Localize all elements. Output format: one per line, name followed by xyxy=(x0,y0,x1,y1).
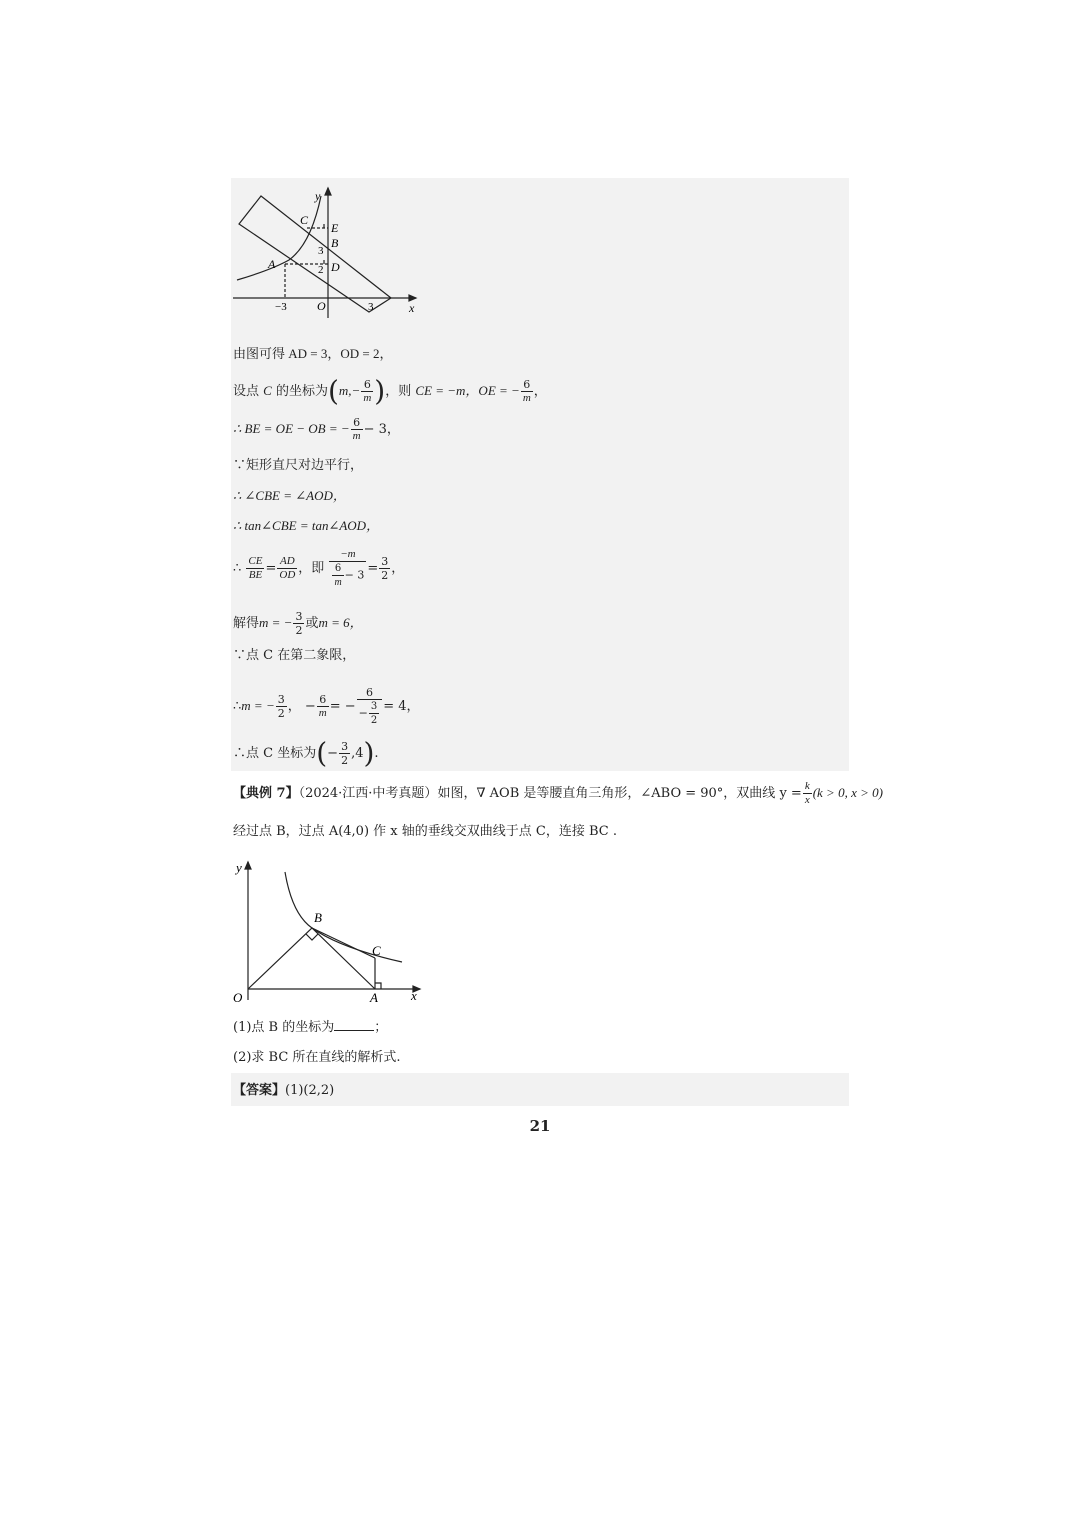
figure-rectangle-ruler-hyperbola xyxy=(231,182,431,322)
example-line-2: 经过点 B，过点 A(4,0) 作 x 轴的垂线交双曲线于点 C，连接 BC . xyxy=(233,824,617,839)
figure-isosceles-right-triangle xyxy=(230,852,430,1012)
solution-line-7: ∴ $\frac{CE}{BE}$ = $\frac{AD}{OD}$ ，即 −m $\frac{6}{m}$ − 3 = $\frac{3}{2}$ ， xyxy=(233,548,405,588)
answer-blank xyxy=(334,1030,374,1031)
fig2-label-B: B xyxy=(314,910,322,925)
fig2-label-x: x xyxy=(411,988,417,1003)
solution-line-10: ∴m = − $\frac{3}{2}$ ， − $\frac{6}{m}$ = − 6 − $\frac{3}{2}$ = 4， xyxy=(233,686,420,726)
example-line-1: 【典例 7】（2024·江西·中考真题）如图，∇ AOB 是等腰直角三角形，∠ABO = 90°，双曲线 y = $\frac{k}{x}$ (k > 0, x > 0) xyxy=(233,780,883,806)
fig1-label-O: O xyxy=(317,299,326,313)
solution-line-11: ∴点 C 坐标为(− $\frac{3}{2}$ ,4). xyxy=(233,736,379,770)
solution-line-1: 由图可得 AD = 3，OD = 2， xyxy=(233,346,393,361)
solution-line-8: 解得m = − $\frac{3}{2}$ 或m = 6， xyxy=(233,610,363,637)
answer-line: 【答案】(1)(2,2) xyxy=(233,1083,335,1098)
page-number: 21 xyxy=(529,1117,551,1135)
fig2-label-C: C xyxy=(372,943,381,958)
solution-line-9: ∵点 C 在第二象限， xyxy=(233,648,356,663)
fig1-label-D: D xyxy=(331,260,340,274)
fig1-label-B: B xyxy=(331,236,339,250)
fig1-label-E: E xyxy=(331,221,339,235)
solution-line-5: ∴ ∠CBE = ∠AOD， xyxy=(233,488,346,503)
fig2-label-A: A xyxy=(370,990,378,1005)
solution-line-4: ∵矩形直尺对边平行， xyxy=(233,458,364,473)
fig1-label-x: x xyxy=(409,301,415,315)
solution-line-6: ∴ tan∠CBE = tan∠AOD， xyxy=(233,518,380,533)
fig1-label-C: C xyxy=(300,213,309,227)
fig1-label-A: A xyxy=(268,257,276,271)
solution-line-3: ∴ BE = OE − OB = − $\frac{6}{m}$ − 3， xyxy=(233,416,400,442)
question-2: (2)求 BC 所在直线的解析式. xyxy=(233,1050,401,1065)
fig2-label-y: y xyxy=(236,860,242,875)
fig1-label-3-axis: 3 xyxy=(318,245,324,257)
fig1-label-3-x: 3 xyxy=(368,301,374,313)
question-1: (1)点 B 的坐标为 ； xyxy=(233,1020,388,1035)
fig2-label-O: O xyxy=(233,990,243,1005)
solution-line-2: 设点 C 的坐标为(m,− $\frac{6}{m}$ )，则 CE = −m，OE = − $\frac{6}{m}$ ， xyxy=(233,374,547,408)
fig1-label-neg3: −3 xyxy=(275,301,287,313)
fig1-label-y: y xyxy=(315,189,321,203)
fig1-label-2-axis: 2 xyxy=(318,264,324,276)
